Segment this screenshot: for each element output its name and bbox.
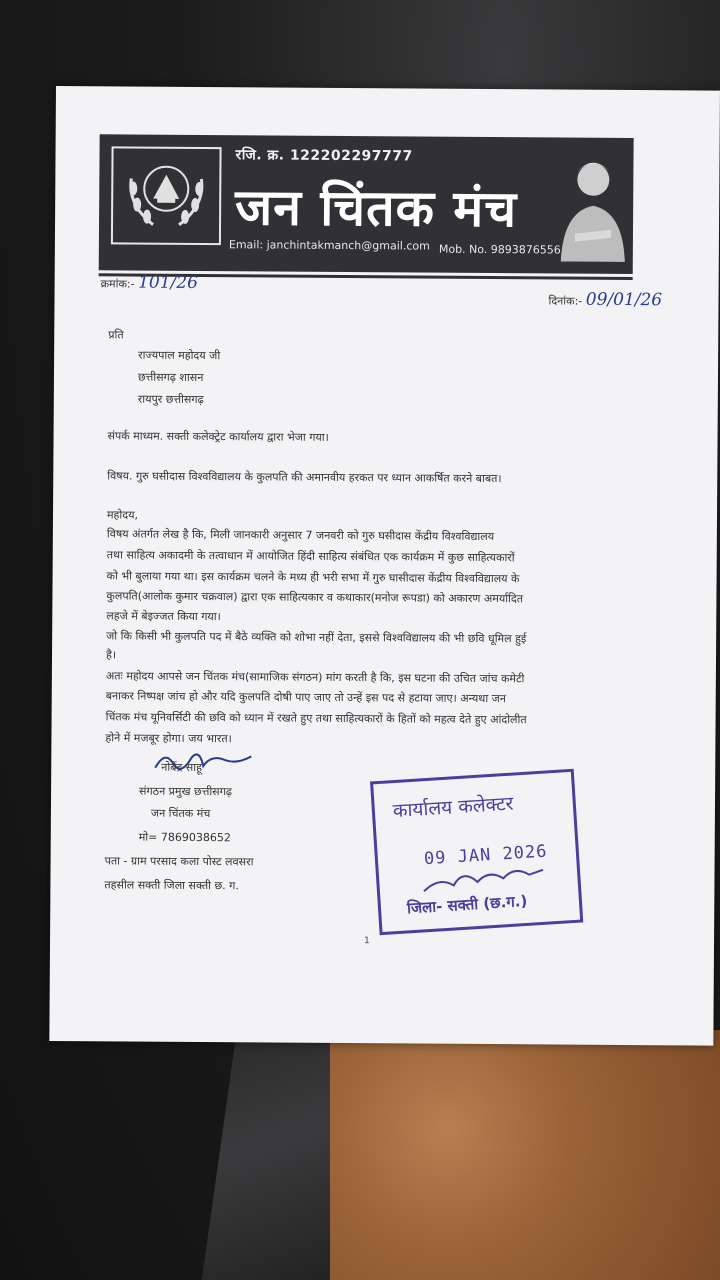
body-line: को भी बुलाया गया था। इस कार्यक्रम चलने के मध्य ही भरी सभा में गुरु घासीदास केंद्रीय विश्वविद्यालय के [106, 569, 520, 586]
recipient-line: छत्तीसगढ़ शासन [137, 370, 204, 385]
letterhead-email: Email: janchintakmanch@gmail.com [228, 238, 430, 253]
body-line: जो कि किसी भी कुलपति पद में बैठे व्यक्ति को शोभा नहीं देता, इससे विश्वविद्यालय की भी छवि धूमिल हुई [106, 629, 527, 646]
stamp-district: जिला- सक्ती (छ.ग.) [406, 891, 528, 918]
salutation: महोदय, [106, 508, 139, 522]
signatory-address: तहसील सक्ती जिला सक्ती छ. ग. [104, 878, 239, 893]
body-line: विषय अंतर्गत लेख है कि, मिली जानकारी अनुसार 7 जनवरी को गुरु घसीदास केंद्रीय विश्वविद्यालय [106, 527, 495, 544]
body-line: लहजे में बेइज्जत किया गया। [106, 609, 221, 624]
body-line: कुलपति(आलोक कुमार चक्रवाल) द्वारा एक साहित्यकार व कथाकार(मनोज रूपडा) को अकारण अमर्यादित [106, 589, 524, 606]
date-value: 09/01/26 [585, 289, 663, 311]
date-label: दिनांक:- [548, 294, 583, 308]
background-ground [330, 1030, 720, 1280]
reference-number [101, 272, 198, 293]
letterhead-mobile: Mob. No. 9893876556 [438, 242, 561, 257]
subject-line: विषय. गुरु घसीदास विश्वविद्यालय के कुलपति की अमानवीय हरकत पर ध्यान आकर्षित करने बाबत। [107, 469, 502, 486]
recipient-line: राज्यपाल महोदय जी [138, 348, 221, 363]
stamp-office: कार्यालय कलेक्टर [392, 792, 514, 823]
reference-label: क्रमांक:- [100, 277, 135, 291]
letterhead-banner [99, 134, 634, 274]
signatory-org: जन चिंतक मंच [150, 806, 211, 821]
body-line: चिंतक मंच यूनिवर्सिटी की छवि को ध्यान में रखते हुए तथा साहित्यकारों के हितों को महत्व देते हुए आंदोलीत [105, 710, 527, 727]
body-line: तथा साहित्य अकादमी के तत्वाधान में आयोजित हिंदी साहित्य संबंधित एक कार्यक्रम में कुछ साहित्यकारों [106, 548, 515, 565]
body-line: होने में मजबूर होगा। जय भारत। [105, 731, 232, 746]
signatory-address: पता - ग्राम परसाद कला पोस्ट लवसरा [104, 854, 254, 869]
contact-medium: संपर्क माध्यम. सक्ती कलेक्ट्रेट कार्यालय द्वारा भेजा गया। [107, 429, 329, 444]
stamp-date: 09 JAN 2026 [423, 841, 548, 870]
page-number: 1 [364, 936, 370, 947]
signatory-designation: संगठन प्रमुख छत्तीसगढ़ [139, 784, 233, 799]
collector-office-stamp [370, 769, 583, 936]
body-line: बनाकर निष्पक्ष जांच हो और यदि कुलपति दोषी पाए जाए तो उन्हें इस पद से हटाया जाए। अन्यथा जन [105, 689, 507, 706]
body-line: अतः महोदय आपसे जन चिंतक मंच(सामाजिक संगठन) मांग करती है कि, इस घटना की उचित जांच कमेटी [105, 669, 525, 686]
laurel-emblem-icon [111, 146, 222, 245]
portrait-icon [555, 149, 628, 261]
signatory-mobile: मो= 7869038652 [138, 830, 231, 845]
letter-page [49, 86, 720, 1046]
signatory-name: नोबेंद्र साहू [161, 760, 202, 775]
recipient-line: रायपुर छत्तीसगढ़ [137, 392, 204, 407]
reference-value: 101/26 [138, 272, 199, 293]
registration-number: रजि. क्र. 122202297777 [235, 147, 413, 165]
recipient-to: प्रति [108, 328, 124, 342]
body-line: है। [105, 648, 117, 662]
letter-date [548, 289, 662, 310]
organization-title: जन चिंतक मंच [234, 178, 518, 239]
